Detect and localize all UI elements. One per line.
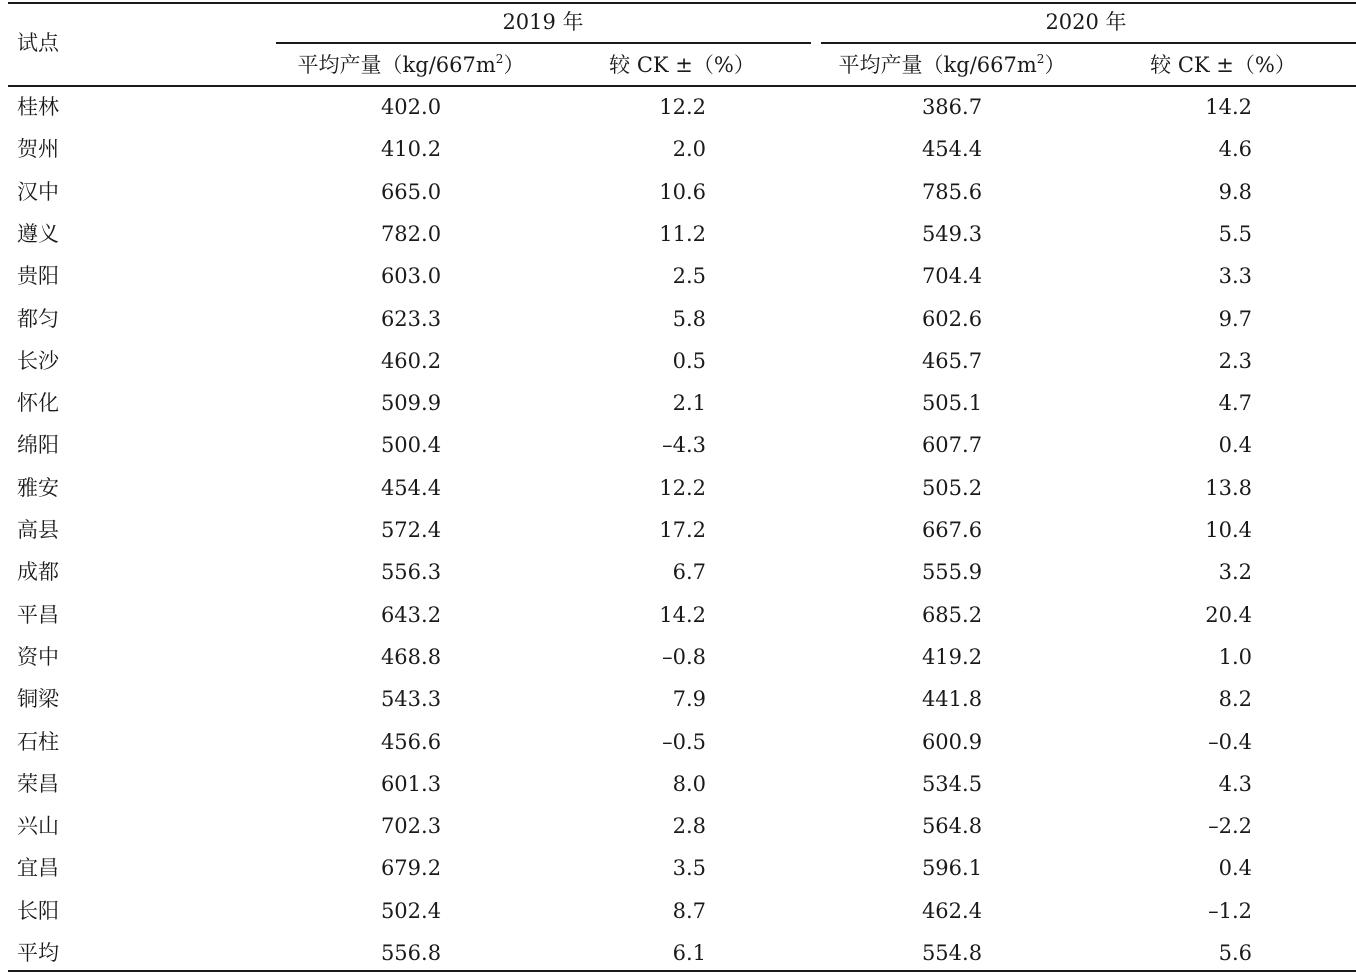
site-cell: 汉中: [17, 180, 59, 204]
vs-ck-2020-cell: 3.2: [1218, 560, 1252, 584]
yield-2019-cell: 572.4: [380, 518, 442, 542]
vs-ck-2020-cell: 4.7: [1218, 391, 1252, 415]
yield-2020-cell: 505.1: [921, 391, 983, 415]
yield-2020-cell: 600.9: [921, 730, 983, 754]
vs-ck-2020-cell: –0.4: [1208, 730, 1252, 754]
yield-2020-cell: 534.5: [921, 772, 983, 796]
vs-ck-2019-cell: 17.2: [659, 518, 706, 542]
vs-ck-2020-cell: 9.7: [1218, 307, 1252, 331]
site-cell: 平均: [17, 941, 59, 965]
vs-ck-2019-cell: 10.6: [659, 180, 706, 204]
site-cell: 平昌: [17, 603, 59, 627]
yield-2020-cell: 554.8: [921, 941, 983, 965]
yield-2019-cell: 500.4: [380, 433, 442, 457]
site-cell: 荣昌: [17, 772, 59, 796]
yield-2020-header: 平均产量$(kg/667m^2)$: [838, 52, 1066, 77]
year-2020-underline: [821, 42, 1356, 44]
yield-2019-cell: 456.6: [380, 730, 442, 754]
yield-2020-cell: 785.6: [921, 180, 983, 204]
vs-ck-2019-cell: 6.1: [672, 941, 706, 965]
vs-ck-2019-cell: –0.8: [662, 645, 706, 669]
vs-ck-2020-header: 较 CK ±（%）: [1150, 53, 1296, 77]
yield-2020-cell: 704.4: [921, 264, 983, 288]
site-cell: 绵阳: [17, 433, 59, 457]
yield-2020-cell: 549.3: [921, 222, 983, 246]
yield-2019-cell: 543.3: [380, 687, 442, 711]
vs-ck-2019-cell: 0.5: [672, 349, 706, 373]
vs-ck-2020-cell: 0.4: [1218, 856, 1252, 880]
site-cell: 兴山: [17, 814, 59, 838]
top-rule: [8, 2, 1356, 4]
yield-2020-cell: 607.7: [921, 433, 983, 457]
vs-ck-2019-cell: 11.2: [659, 222, 706, 246]
header-bottom-rule: [8, 85, 1356, 87]
vs-ck-2019-cell: 12.2: [659, 95, 706, 119]
site-cell: 资中: [17, 645, 59, 669]
yield-2019-cell: 502.4: [380, 899, 442, 923]
yield-2019-cell: 782.0: [380, 222, 442, 246]
vs-ck-2020-cell: 3.3: [1218, 264, 1252, 288]
vs-ck-2019-cell: 12.2: [659, 476, 706, 500]
site-cell: 雅安: [17, 476, 59, 500]
yield-2020-cell: 555.9: [921, 560, 983, 584]
vs-ck-2019-cell: 14.2: [659, 603, 706, 627]
site-column-header: 试点: [17, 31, 59, 55]
site-cell: 怀化: [17, 391, 59, 415]
yield-2020-cell: 667.6: [921, 518, 983, 542]
yield-2020-cell: 441.8: [921, 687, 983, 711]
vs-ck-2019-cell: 8.0: [672, 772, 706, 796]
vs-ck-2019-cell: 7.9: [672, 687, 706, 711]
vs-ck-2019-cell: 2.8: [672, 814, 706, 838]
vs-ck-2019-cell: 6.7: [672, 560, 706, 584]
vs-ck-2020-cell: 9.8: [1218, 180, 1252, 204]
vs-ck-2019-cell: 2.0: [672, 137, 706, 161]
site-cell: 遵义: [17, 222, 59, 246]
year-2019-header: 2019 年: [502, 10, 584, 34]
yield-2019-cell: 623.3: [380, 307, 442, 331]
vs-ck-2019-cell: 2.1: [672, 391, 706, 415]
yield-2020-cell: 564.8: [921, 814, 983, 838]
yield-2019-cell: 603.0: [380, 264, 442, 288]
vs-ck-2020-cell: –2.2: [1208, 814, 1252, 838]
vs-ck-2020-cell: 13.8: [1205, 476, 1252, 500]
vs-ck-2020-cell: 4.6: [1218, 137, 1252, 161]
vs-ck-2019-cell: 3.5: [672, 856, 706, 880]
yield-2020-cell: 419.2: [921, 645, 983, 669]
site-cell: 桂林: [17, 95, 59, 119]
yield-2020-cell: 465.7: [921, 349, 983, 373]
yield-2020-cell: 685.2: [921, 603, 983, 627]
site-cell: 长阳: [17, 899, 59, 923]
vs-ck-2020-cell: 20.4: [1205, 603, 1252, 627]
vs-ck-2019-cell: –0.5: [662, 730, 706, 754]
vs-ck-2020-cell: 5.5: [1218, 222, 1252, 246]
yield-2019-cell: 454.4: [380, 476, 442, 500]
yield-2020-cell: 454.4: [921, 137, 983, 161]
site-cell: 贺州: [17, 137, 59, 161]
vs-ck-2020-cell: 2.3: [1218, 349, 1252, 373]
site-cell: 贵阳: [17, 264, 59, 288]
vs-ck-2020-cell: –1.2: [1208, 899, 1252, 923]
yield-2020-cell: 596.1: [921, 856, 983, 880]
yield-2019-cell: 556.8: [380, 941, 442, 965]
vs-ck-2019-cell: 2.5: [672, 264, 706, 288]
year-2019-underline: [276, 42, 811, 44]
site-cell: 都匀: [17, 307, 59, 331]
yield-2019-cell: 556.3: [380, 560, 442, 584]
yield-2020-cell: 505.2: [921, 476, 983, 500]
yield-2019-cell: 679.2: [380, 856, 442, 880]
site-cell: 宜昌: [17, 856, 59, 880]
yield-2019-cell: 460.2: [380, 349, 442, 373]
vs-ck-2019-header: 较 CK ±（%）: [609, 53, 755, 77]
yield-2019-header: 平均产量$(kg/667m^2)$: [297, 52, 525, 77]
yield-2019-cell: 643.2: [380, 603, 442, 627]
vs-ck-2020-cell: 1.0: [1218, 645, 1252, 669]
site-cell: 成都: [17, 560, 59, 584]
yield-2020-cell: 386.7: [921, 95, 983, 119]
vs-ck-2020-cell: 8.2: [1218, 687, 1252, 711]
yield-2019-cell: 402.0: [380, 95, 442, 119]
vs-ck-2019-cell: 5.8: [672, 307, 706, 331]
yield-2019-cell: 601.3: [380, 772, 442, 796]
vs-ck-2020-cell: 4.3: [1218, 772, 1252, 796]
yield-2020-cell: 462.4: [921, 899, 983, 923]
site-cell: 长沙: [17, 349, 59, 373]
site-cell: 铜梁: [17, 687, 59, 711]
year-2020-header: 2020 年: [1045, 10, 1127, 34]
vs-ck-2020-cell: 5.6: [1218, 941, 1252, 965]
yield-2019-cell: 665.0: [380, 180, 442, 204]
yield-2019-cell: 410.2: [380, 137, 442, 161]
site-cell: 高县: [17, 518, 59, 542]
vs-ck-2019-cell: –4.3: [662, 433, 706, 457]
yield-2019-cell: 468.8: [380, 645, 442, 669]
vs-ck-2020-cell: 10.4: [1205, 518, 1252, 542]
yield-2020-cell: 602.6: [921, 307, 983, 331]
vs-ck-2020-cell: 0.4: [1218, 433, 1252, 457]
vs-ck-2020-cell: 14.2: [1205, 95, 1252, 119]
site-cell: 石柱: [17, 730, 59, 754]
vs-ck-2019-cell: 8.7: [672, 899, 706, 923]
yield-2019-cell: 702.3: [380, 814, 442, 838]
yield-2019-cell: 509.9: [380, 391, 442, 415]
bottom-rule: [8, 970, 1356, 972]
